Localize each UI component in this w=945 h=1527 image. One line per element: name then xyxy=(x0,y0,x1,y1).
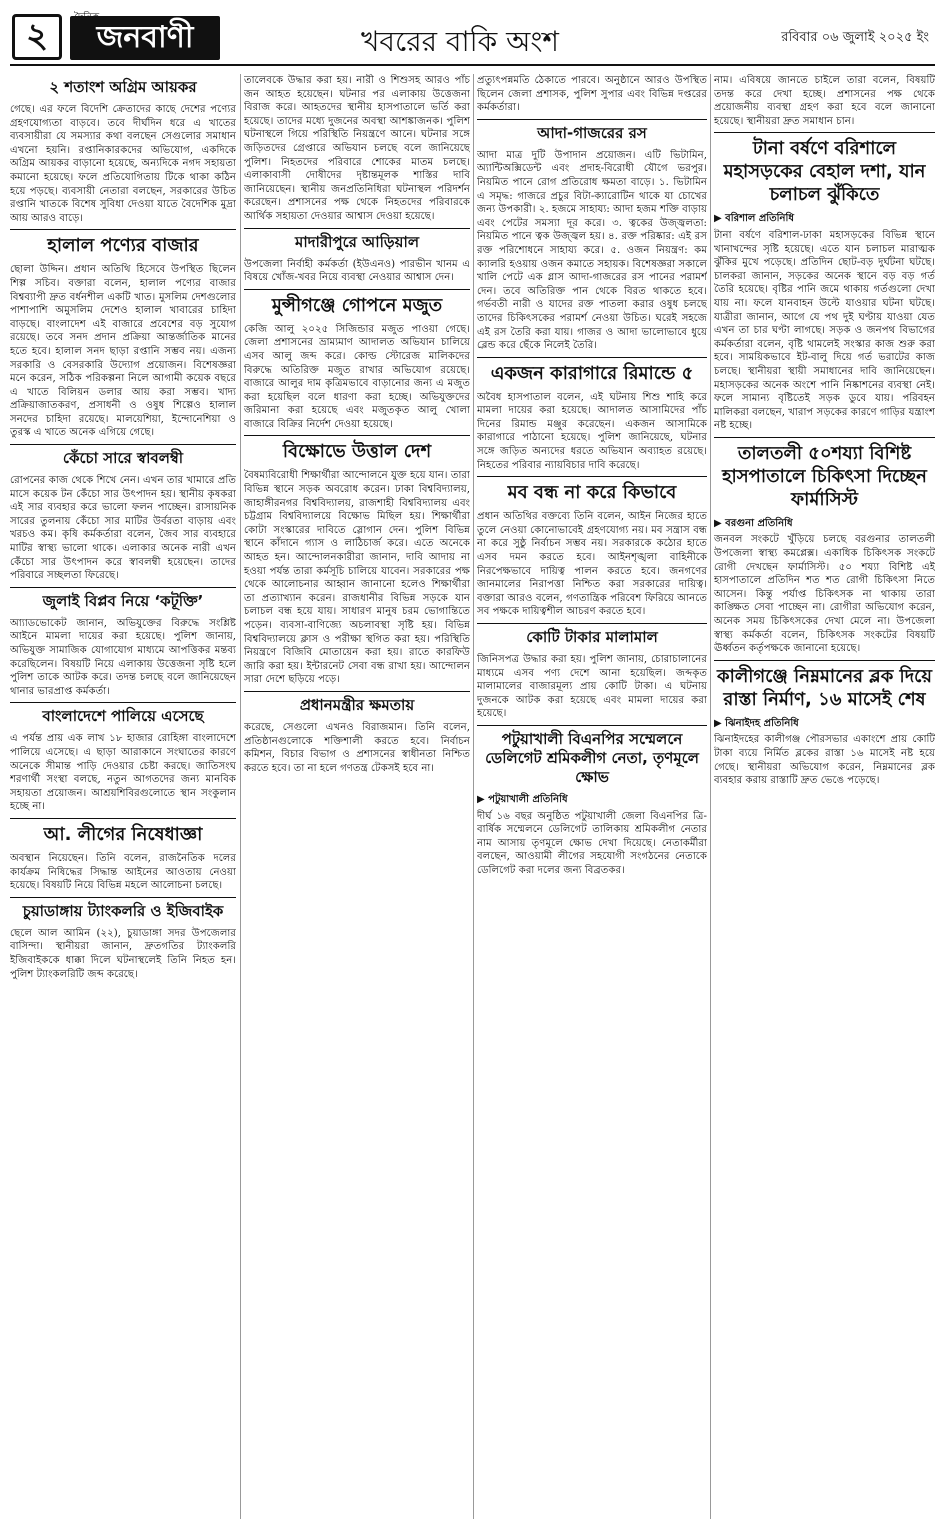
page-number: ২ xyxy=(12,14,62,60)
column-1 xyxy=(10,74,236,1519)
headline: একজন কারাগারে রিমান্ডে ৫ xyxy=(477,357,707,388)
article-body: এ পর্যন্ত প্রায় এক লাখ ১৮ হাজার রোহিঙ্গা বাংলাদেশে পালিয়ে এসেছে। এ ছাড়া আরাকানে সংঘাতের কারণে অনেকে সীমান্ত পাড়ি দেওয়ার চেষ্টা করছে। জাতিসংঘ শরণার্থী সংস্থা বলছে, নতুন আগতদের জন্য মানবিক সহায়তা প্রয়োজন। আশ্রয়শিবিরগুলোতে স্থান সংকুলান হচ্ছে না। xyxy=(10,733,236,813)
headline: টানা বর্ষণে বরিশালে মহাসড়কের বেহাল দশা, যান চলাচল ঝুঁকিতে xyxy=(714,132,935,209)
article-body: নাম। এবিষয়ে জানতে চাইলে তারা বলেন, বিষয়টি তদন্ত করে দেখা হচ্ছে। প্রশাসনের পক্ষ থেকে প্রয়োজনীয় ব্যবস্থা গ্রহণ করা হবে বলে জানানো হয়েছে। স্থানীয়রা দ্রুত সমাধান চান। xyxy=(714,75,935,127)
article-body: অবস্থান নিয়েছেন। তিনি বলেন, রাজনৈতিক দলের কার্যক্রম নিষিদ্ধের সিদ্ধান্ত আইনের আওতায় নেওয়া হয়েছে। বিষয়টি নিয়ে বিভিন্ন মহলে আলোচনা চলছে। xyxy=(10,852,236,892)
daily-label: দৈনিক xyxy=(74,12,100,23)
column-rule xyxy=(240,74,241,1519)
headline: মুন্সীগঞ্জে গোপনে মজুত xyxy=(244,289,470,320)
article-body: আদা মাত্র দুটি উপাদান প্রয়োজন। এটি ভিটামিন, অ্যান্টিঅক্সিডেন্ট এবং প্রদাহ-বিরোধী যৌগে ভরপুর। নিয়মিত পানে রোগ প্রতিরোধ ক্ষমতা বাড়ে। ১. ভিটামিন এ সমৃদ্ধ: গাজরে প্রচুর বিটা-ক্যারোটিন থাকে যা চোখের জন্য উপকারী। ২. হজমে সাহায্য: আদা হজম শক্তি বাড়ায় এবং পেটের সমস্যা দূর করে। ৩. ত্বকের উজ্জ্বলতা: নিয়মিত পানে ত্বক উজ্জ্বল হয়। ৪. রক্ত পরিষ্কার: এই রস রক্ত পরিশোধনে সাহায্য করে। ৫. ওজন নিয়ন্ত্রণ: কম ক্যালরি হওয়ায় ওজন কমাতে সহায়ক। বিশেষজ্ঞরা সকালে খালি পেটে এক গ্লাস আদা-গাজরের রস পানের পরামর্শ দেন। তবে অতিরিক্ত পান থেকে বিরত থাকতে হবে। গর্ভবতী নারী ও যাদের রক্ত পাতলা করার ওষুধ চলছে তাদের চিকিৎসকের পরামর্শ নেওয়া উচিত। ঘরেই সহজে এই রস তৈরি করা যায়। গাজর ও আদা ভালোভাবে ধুয়ে ব্লেন্ড করে ছেঁকে নিলেই তৈরি। xyxy=(477,149,707,352)
headline: তালতলী ৫০শয্যা বিশিষ্ট হাসপাতালে চিকিৎসা দিচ্ছেন ফার্মাসিস্ট xyxy=(714,437,935,514)
article-body: জনবল সংকটে খুঁড়িয়ে চলছে বরগুনার তালতলী উপজেলা স্বাস্থ্য কমপ্লেক্স। একাধিক চিকিৎসক সংকটে রোগী দেখছেন ফার্মাসিস্ট। ৫০ শয্যা বিশিষ্ট এই হাসপাতালে প্রতিদিন শত শত রোগী চিকিৎসা নিতে আসেন। কিন্তু পর্যাপ্ত চিকিৎসক না থাকায় তারা কাঙ্ক্ষিত সেবা পাচ্ছেন না। রোগীরা অভিযোগ করেন, অনেক সময় চিকিৎসকের দেখা মেলে না। উপজেলা স্বাস্থ্য কর্মকর্তা বলেন, চিকিৎসক সংকটের বিষয়টি ঊর্ধ্বতন কর্তৃপক্ষকে জানানো হয়েছে। xyxy=(714,534,935,655)
headline: আ. লীগের নিষেধাজ্ঞা xyxy=(10,818,236,849)
article-body: তালেবকে উদ্ধার করা হয়। নারী ও শিশুসহ আরও পাঁচ জন আহত হয়েছেন। ঘটনার পর এলাকায় উত্তেজনা বিরাজ করে। আহতদের স্থানীয় হাসপাতালে ভর্তি করা হয়েছে। তাদের মধ্যে দুজনের অবস্থা আশঙ্কাজনক। পুলিশ ঘটনাস্থলে গিয়ে পরিস্থিতি নিয়ন্ত্রণে আনে। ঘটনার সঙ্গে জড়িতদের গ্রেপ্তারে অভিযান চলছে বলে জানিয়েছে পুলিশ। নিহতদের পরিবারে শোকের মাতম চলছে। এলাকাবাসী দোষীদের দৃষ্টান্তমূলক শাস্তির দাবি জানিয়েছেন। স্থানীয় জনপ্রতিনিধিরা ঘটনাস্থল পরিদর্শন করেছেন। প্রশাসনের পক্ষ থেকে নিহতদের পরিবারকে আর্থিক সহায়তা দেওয়ার আশ্বাস দেওয়া হয়েছে। xyxy=(244,75,470,222)
byline: ▶ বরিশাল প্রতিনিধি xyxy=(714,213,794,225)
column-rule xyxy=(710,74,711,1519)
article-body: টানা বর্ষণে বরিশাল-ঢাকা মহাসড়কের বিভিন্ন স্থানে খানাখন্দের সৃষ্টি হয়েছে। এতে যান চলাচল মারাত্মক ঝুঁকির মুখে পড়েছে। প্রতিদিন ছোট-বড় দুর্ঘটনা ঘটছে। চালকরা জানান, সড়কের অনেক স্থানে বড় বড় গর্ত তৈরি হয়েছে। বৃষ্টির পানি জমে থাকায় গর্তগুলো দেখা যায় না। ফলে যানবাহন উল্টে যাওয়ার ঘটনা ঘটছে। যাত্রীরা জানান, আগে যে পথ দুই ঘণ্টায় যাওয়া যেত এখন তা চার ঘণ্টা লাগছে। সড়ক ও জনপথ বিভাগের কর্মকর্তারা বলেন, বৃষ্টি থামলেই সংস্কার কাজ শুরু করা হবে। সাময়িকভাবে ইট-বালু দিয়ে গর্ত ভরাটের কাজ চলছে। স্থানীয়রা স্থায়ী সমাধানের দাবি জানিয়েছেন। মহাসড়কের অনেক অংশে পানি নিষ্কাশনের ব্যবস্থা নেই। ফলে সামান্য বৃষ্টিতেই সড়ক ডুবে যায়। পরিবহন মালিকরা বলছেন, খারাপ সড়কের কারণে গাড়ির যন্ত্রাংশ নষ্ট হচ্ছে। xyxy=(714,229,935,432)
article-body: ছোলা উদ্দিন। প্রধান অতিথি হিসেবে উপস্থিত ছিলেন শিল্প সচিব। বক্তারা বলেন, হালাল পণ্যের বাজার বিশ্বব্যাপী দ্রুত বর্ধনশীল একটি খাত। মুসলিম দেশগুলোর পাশাপাশি অমুসলিম দেশেও হালাল খাবারের চাহিদা বাড়ছে। বাংলাদেশ এই বাজারে প্রবেশের বড় সুযোগ রয়েছে। তবে সনদ প্রদান প্রক্রিয়া আন্তর্জাতিক মানের হতে হবে। হালাল সনদ ছাড়া রপ্তানি সম্ভব নয়। এজন্য সরকারি ও বেসরকারি উদ্যোগ প্রয়োজন। বিশেষজ্ঞরা মনে করেন, সঠিক পরিকল্পনা নিলে আগামী কয়েক বছরে এ খাতে বিলিয়ন ডলার আয় করা সম্ভব। খাদ্য প্রক্রিয়াজাতকরণ, প্রসাধনী ও ওষুধ শিল্পেও হালাল সনদের চাহিদা রয়েছে। মালয়েশিয়া, ইন্দোনেশিয়া ও তুরস্ক এ খাতে অনেক এগিয়ে গেছে। xyxy=(10,264,236,439)
headline: মব বন্ধ না করে কিভাবে xyxy=(477,476,707,507)
headline: কালীগঞ্জে নিম্নমানের ব্লক দিয়ে রাস্তা নির্মাণ, ১৬ মাসেই শেষ xyxy=(714,660,935,714)
headline: পটুয়াখালী বিএনপির সম্মেলনে ডেলিগেট শ্রমিকলীগ নেতা, তৃণমূলে ক্ষোভ xyxy=(477,725,707,790)
headline: চুয়াডাঙ্গায় ট্যাংকলরি ও ইজিবাইক xyxy=(10,897,236,924)
headline: কেঁচো সারে স্বাবলম্বী xyxy=(10,444,236,471)
publication-date: রবিবার ০৬ জুলাই ২০২৫ ইং xyxy=(781,30,929,45)
newspaper-logo: জনবাণী xyxy=(70,16,220,60)
article-body: করেছে, সেগুলো এখনও বিরাজমান। তিনি বলেন, প্রতিষ্ঠানগুলোকে শক্তিশালী করতে হবে। নির্বাচন কমিশন, বিচার বিভাগ ও প্রশাসনের স্বাধীনতা নিশ্চিত করতে হবে। তা না হলে গণতন্ত্র টেকসই হবে না। xyxy=(244,721,470,774)
headline: হালাল পণ্যের বাজার xyxy=(10,229,236,260)
headline: জুলাই বিপ্লব নিয়ে ‘কটূক্তি’ xyxy=(10,587,236,614)
headline: আদা-গাজরের রস xyxy=(477,119,707,146)
article-body: দীর্ঘ ১৬ বছর অনুষ্ঠিত পটুয়াখালী জেলা বিএনপির ত্রি-বার্ষিক সম্মেলনে ডেলিগেট তালিকায় শ্রমিকলীগ নেতার নাম আসায় তৃণমূলে ক্ষোভ দেখা দিয়েছে। নেতাকর্মীরা বলছেন, আওয়ামী লীগের সহযোগী সংগঠনের নেতাকে ডেলিগেট করা দলের জন্য বিব্রতকর। xyxy=(477,810,707,876)
headline: প্রধানমন্ত্রীর ক্ষমতায় xyxy=(244,691,470,718)
headline: মাদারীপুরে আড়িয়াল xyxy=(244,228,470,255)
article-body: গেছে। এর ফলে বিদেশি ক্রেতাদের কাছে দেশের পণ্যের গ্রহণযোগ্যতা বাড়বে। তবে দীর্ঘদিন ধরে এ খাতের ব্যবসায়ীরা যে সমস্যার কথা বলছেন সেগুলোর সমাধান এখনো হয়নি। রপ্তানিকারকদের অভিযোগ, একদিকে অগ্রিম আয়কর বাড়ানো হয়েছে, অন্যদিকে নগদ সহায়তা কমানো হয়েছে। ফলে প্রতিযোগিতায় টিকে থাকা কঠিন হয়ে পড়ছে। ব্যবসায়ী নেতারা বলছেন, সরকারের উচিত রপ্তানি খাতকে বিশেষ সুবিধা দেওয়া যাতে বৈদেশিক মুদ্রা আয় আরও বাড়ে। xyxy=(10,104,236,224)
article-body: প্রত্যুৎপন্নমতি ঠেকাতে পারবে। অনুষ্ঠানে আরও উপস্থিত ছিলেন জেলা প্রশাসক, পুলিশ সুপার এবং বিভিন্ন দপ্তরের কর্মকর্তারা। xyxy=(477,75,707,114)
headline: কোটি টাকার মালামাল xyxy=(477,623,707,650)
article-body: প্রধান অতিথির বক্তব্যে তিনি বলেন, আইন নিজের হাতে তুলে নেওয়া কোনোভাবেই গ্রহণযোগ্য নয়। মব সন্ত্রাস বন্ধ না করে সুষ্ঠু নির্বাচন সম্ভব নয়। সরকারকে কঠোর হাতে এসব দমন করতে হবে। আইনশৃঙ্খলা বাহিনীকে নিরপেক্ষভাবে দায়িত্ব পালন করতে হবে। জনগণের জানমালের নিরাপত্তা নিশ্চিত করা সরকারের দায়িত্ব। বক্তারা আরও বলেন, গণতান্ত্রিক পরিবেশ ফিরিয়ে আনতে সব পক্ষকে দায়িত্বশীল আচরণ করতে হবে। xyxy=(477,511,707,618)
article-body: রোপনের কাজ থেকে শিখে নেন। এখন তার খামারে প্রতি মাসে কয়েক টন কেঁচো সার উৎপাদন হয়। স্থানীয় কৃষকরা এই সার ব্যবহার করে ভালো ফলন পাচ্ছেন। রাসায়নিক সারের তুলনায় কেঁচো সার মাটির উর্বরতা বাড়ায় এবং খরচও কম। কৃষি কর্মকর্তারা বলেন, জৈব সার ব্যবহারে মাটির স্বাস্থ্য ভালো থাকে। এলাকার অনেক নারী এখন কেঁচো সার উৎপাদন করে স্বাবলম্বী হয়েছেন। তাদের পরিবারে সচ্ছলতা ফিরেছে। xyxy=(10,475,236,582)
byline: ▶ পটুয়াখালী প্রতিনিধি xyxy=(477,793,568,805)
article-body: ছেলে আল আমিন (২২), চুয়াডাঙ্গা সদর উপজেলার বাসিন্দা। স্থানীয়রা জানান, দ্রুতগতির ট্যাংকলরি ইজিবাইককে ধাক্কা দিলে ঘটনাস্থলেই তিনি নিহত হন। পুলিশ ট্যাংকলরিটি জব্দ করেছে। xyxy=(10,927,236,980)
byline: ▶ বরগুনা প্রতিনিধি xyxy=(714,517,793,529)
column-rule xyxy=(473,74,474,1519)
article-body: বৈষম্যবিরোধী শিক্ষার্থীরা আন্দোলনে যুক্ত হয়ে যান। তারা বিভিন্ন স্থানে সড়ক অবরোধ করেন। ঢাকা বিশ্ববিদ্যালয়, জাহাঙ্গীরনগর বিশ্ববিদ্যালয়, রাজশাহী বিশ্ববিদ্যালয় এবং চট্টগ্রাম বিশ্ববিদ্যালয়ে বিক্ষোভ মিছিল হয়। শিক্ষার্থীরা কোটা সংস্কারের দাবিতে স্লোগান দেন। পুলিশ বিভিন্ন স্থানে কাঁদানে গ্যাস ও লাঠিচার্জ করে। এতে অনেকে আহত হন। আন্দোলনকারীরা জানান, দাবি আদায় না হওয়া পর্যন্ত তারা কর্মসূচি চালিয়ে যাবেন। সরকারের পক্ষ থেকে আলোচনার আহ্বান জানানো হলেও শিক্ষার্থীরা তা প্রত্যাখ্যান করেন। রাজধানীর বিভিন্ন সড়কে যান চলাচল বন্ধ হয়ে যায়। সাধারণ মানুষ চরম ভোগান্তিতে পড়েন। ব্যবসা-বাণিজ্যে অচলাবস্থা সৃষ্টি হয়। বিভিন্ন বিশ্ববিদ্যালয়ে ক্লাস ও পরীক্ষা স্থগিত করা হয়। পরিস্থিতি নিয়ন্ত্রণে বিজিবি মোতায়েন করা হয়। রাতে কারফিউ জারি করা হয়। ইন্টারনেট সেবা বন্ধ রাখা হয়। আন্দোলন সারা দেশে ছড়িয়ে পড়ে। xyxy=(244,470,470,686)
byline: ▶ ঝিনাইদহ প্রতিনিধি xyxy=(714,717,799,729)
headline: বিক্ষোভে উত্তাল দেশ xyxy=(244,435,470,466)
article-body: জিনিসপত্র উদ্ধার করা হয়। পুলিশ জানায়, চোরাচালানের মাধ্যমে এসব পণ্য দেশে আনা হয়েছিল। জব্দকৃত মালামালের বাজারমূল্য প্রায় কোটি টাকা। এ ঘটনায় দুজনকে আটক করা হয়েছে এবং মামলা দায়ের করা হয়েছে। xyxy=(477,654,707,720)
article-body: কেজি আলু ২০২৫ সিজিন্ডার মজুত পাওয়া গেছে। জেলা প্রশাসনের ভ্রাম্যমাণ আদালত অভিযান চালিয়ে এসব আলু জব্দ করে। কোল্ড স্টোরেজ মালিকদের বিরুদ্ধে অতিরিক্ত মজুত রাখার অভিযোগ রয়েছে। বাজারে আলুর দাম কৃত্রিমভাবে বাড়ানোর জন্য এ মজুত করা হয়েছিল বলে ধারণা করা হচ্ছে। অভিযুক্তদের জরিমানা করা হয়েছে এবং মজুতকৃত আলু খোলা বাজারে বিক্রির নির্দেশ দেওয়া হয়েছে। xyxy=(244,323,470,430)
column-4 xyxy=(714,74,935,1519)
masthead xyxy=(10,6,935,66)
article-body: অবৈধ হাসপাতাল বলেন, এই ঘটনায় শিশু শাহি করে মামলা দায়ের করা হয়েছে। আদালত আসামিদের পাঁচ দিনের রিমান্ড মঞ্জুর করেছেন। একজন আসামিকে কারাগারে পাঠানো হয়েছে। পুলিশ জানিয়েছে, ঘটনার সঙ্গে জড়িত অন্যদের ধরতে অভিযান অব্যাহত রয়েছে। নিহতের পরিবার ন্যায়বিচার দাবি করেছে। xyxy=(477,391,707,471)
article-body: ঝিনাইদহের কালীগঞ্জ পৌরসভার একাংশে প্রায় কোটি টাকা ব্যয়ে নির্মিত ব্লকের রাস্তা ১৬ মাসেই নষ্ট হয়ে গেছে। স্থানীয়রা অভিযোগ করেন, নিম্নমানের ব্লক ব্যবহার করায় রাস্তাটি দ্রুত ভেঙে পড়েছে। xyxy=(714,734,935,787)
headline: বাংলাদেশে পালিয়ে এসেছে xyxy=(10,702,236,729)
headline: ২ শতাংশ অগ্রিম আয়কর xyxy=(49,78,197,96)
column-3 xyxy=(477,74,707,1519)
column-2 xyxy=(244,74,470,1519)
section-title: খবরের বাকি অংশ xyxy=(361,25,559,58)
article-body: উপজেলা নির্বাহী কর্মকর্তা (ইউএনও) পারভীন খানম এ বিষয়ে খোঁজ-খবর নিয়ে ব্যবস্থা নেওয়ার আশ্বাস দেন। xyxy=(244,258,470,284)
article-body: আ্যাডভোকেট জানান, অভিযুক্তের বিরুদ্ধে সংশ্লিষ্ট আইনে মামলা দায়ের করা হয়েছে। পুলিশ জানায়, অভিযুক্ত সামাজিক যোগাযোগ মাধ্যমে আপত্তিকর মন্তব্য করেছিলেন। বিষয়টি নিয়ে এলাকায় উত্তেজনা সৃষ্টি হলে পুলিশ তাকে আটক করে। তদন্ত চলছে বলে জানিয়েছেন থানার ভারপ্রাপ্ত কর্মকর্তা। xyxy=(10,617,236,697)
